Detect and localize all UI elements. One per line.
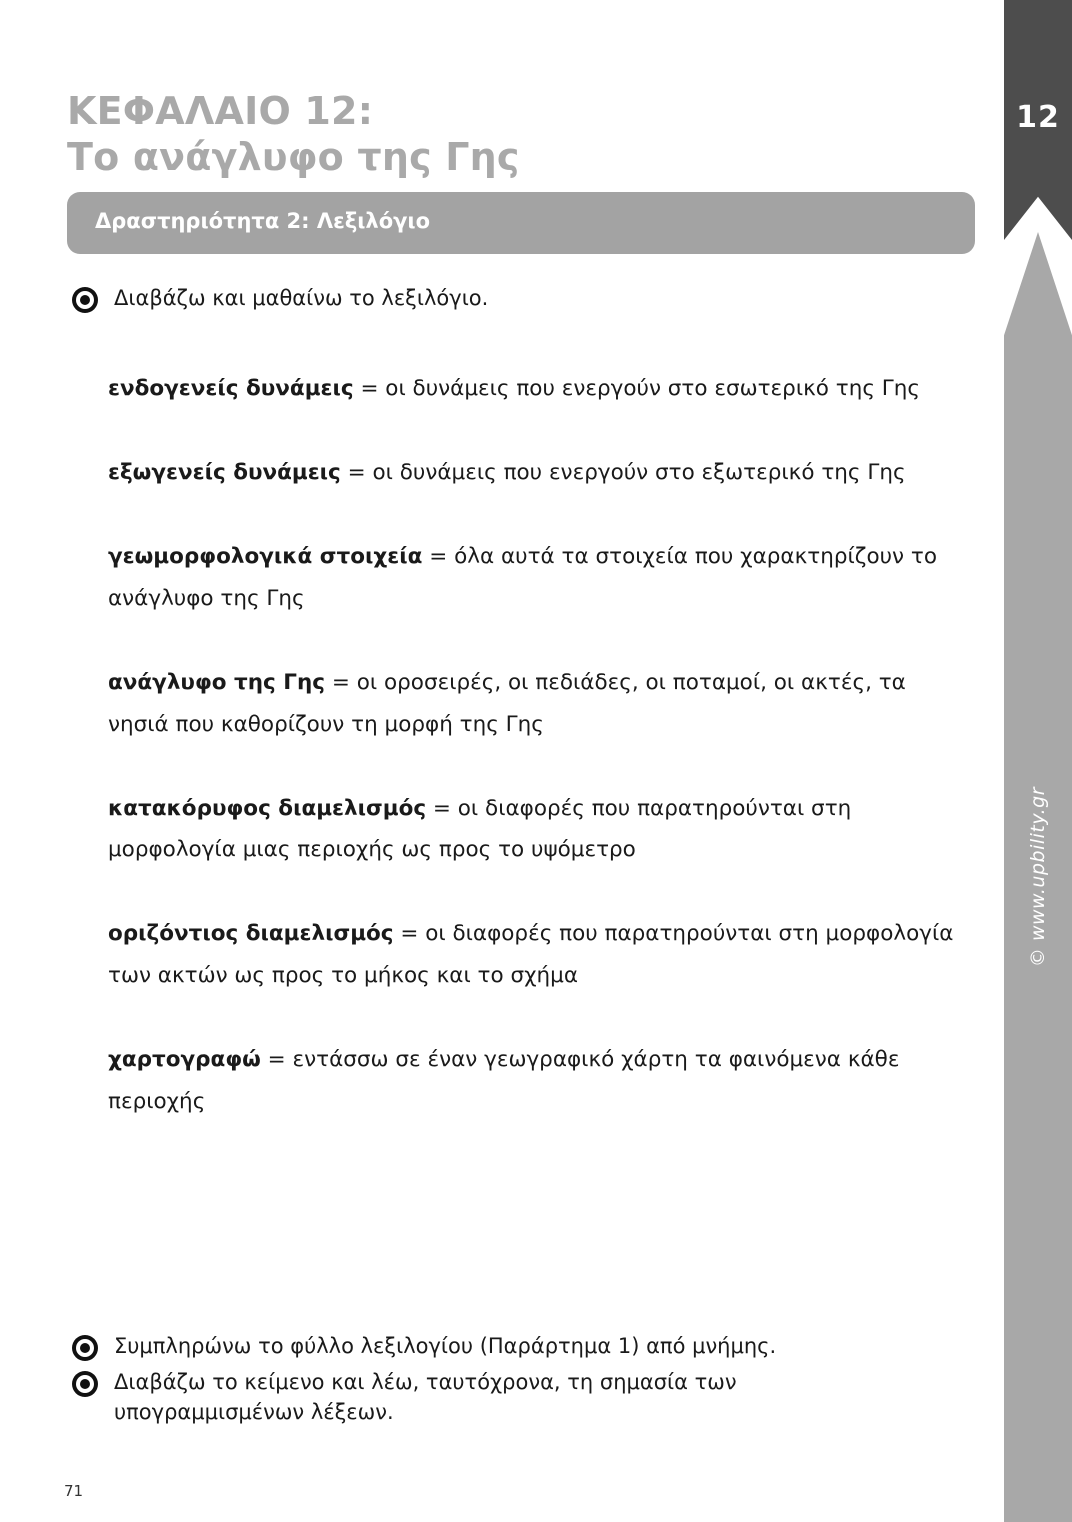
glossary-separator: =	[422, 543, 455, 569]
task-item-text: Συμπληρώνω το φύλλο λεξιλογίου (Παράρτημα 1) από μνήμης.	[114, 1334, 777, 1358]
glossary-definition: οι οροσειρές, οι πεδιάδες, οι ποταμοί, οι ακτές, τα νησιά που καθορίζουν τη μορφή της Γης	[108, 669, 906, 737]
glossary-term: ανάγλυφο της Γης	[108, 669, 326, 695]
glossary-separator: =	[426, 795, 458, 821]
chapter-tab-number: 12	[1016, 100, 1060, 135]
glossary-entry	[108, 536, 963, 620]
glossary-term: χαρτογραφώ	[108, 1047, 261, 1073]
activity-banner	[67, 192, 975, 254]
glossary-entry	[108, 788, 963, 872]
glossary-entry	[108, 452, 963, 494]
glossary-term: γεωμορφολογικά στοιχεία	[108, 543, 423, 569]
task-item-text: Διαβάζω το κείμενο και λέω, ταυτόχρονα, τη σημασία των υπογραμμισμένων λέξεων.	[114, 1369, 737, 1424]
glossary-definition: οι δυνάμεις που ενεργούν στο εξωτερικό της Γης	[372, 459, 906, 485]
page-title	[67, 88, 947, 181]
glossary-separator: =	[260, 1047, 293, 1073]
glossary-term: ενδογενείς δυνάμεις	[108, 376, 354, 401]
glossary-entry	[108, 368, 963, 410]
glossary-separator: =	[353, 376, 386, 401]
intro-instruction-text: Διαβάζω και μαθαίνω το λεξιλόγιο.	[114, 286, 489, 310]
radio-filled-icon	[72, 1335, 98, 1361]
task-list	[72, 1332, 932, 1433]
page-number: 71	[64, 1482, 84, 1500]
glossary-definition: οι διαφορές που παρατηρούνται στη μορφολογία μιας περιοχής ως προς το υψόμετρο	[108, 795, 852, 863]
glossary-entry	[108, 662, 963, 746]
watermark-band	[1004, 232, 1072, 1522]
page-title-line-2: Το ανάγλυφο της Γης	[67, 135, 520, 180]
glossary-term: οριζόντιος διαμελισμός	[108, 921, 394, 947]
glossary-entry	[108, 1039, 963, 1123]
glossary-separator: =	[393, 921, 426, 947]
activity-banner-label: Δραστηριότητα 2: Λεξιλόγιο	[95, 209, 431, 233]
glossary-separator: =	[325, 669, 357, 695]
glossary-list	[108, 368, 963, 1123]
glossary-term: κατακόρυφος διαμελισμός	[108, 795, 427, 821]
radio-filled-icon	[72, 287, 98, 313]
glossary-entry	[108, 913, 963, 997]
watermark-text: © www.upbility.gr	[1027, 786, 1049, 968]
glossary-definition: εντάσσω σε έναν γεωγραφικό χάρτη τα φαινόμενα κάθε περιοχής	[108, 1047, 900, 1115]
glossary-definition: οι διαφορές που παρατηρούνται στη μορφολογία των ακτών ως προς το μήκος και το σχήμα	[108, 921, 954, 989]
glossary-definition: οι δυνάμεις που ενεργούν στο εσωτερικό της Γης	[385, 376, 921, 401]
glossary-definition: όλα αυτά τα στοιχεία που χαρακτηρίζουν το ανάγλυφο της Γης	[108, 543, 937, 611]
glossary-separator: =	[340, 459, 373, 485]
task-item	[72, 1368, 932, 1428]
task-item	[72, 1332, 932, 1362]
intro-instruction	[72, 284, 932, 313]
page-title-line-1: ΚΕΦΑΛΑΙΟ 12:	[67, 89, 374, 133]
radio-filled-icon	[72, 1371, 98, 1397]
glossary-term: εξωγενείς δυνάμεις	[108, 459, 341, 485]
